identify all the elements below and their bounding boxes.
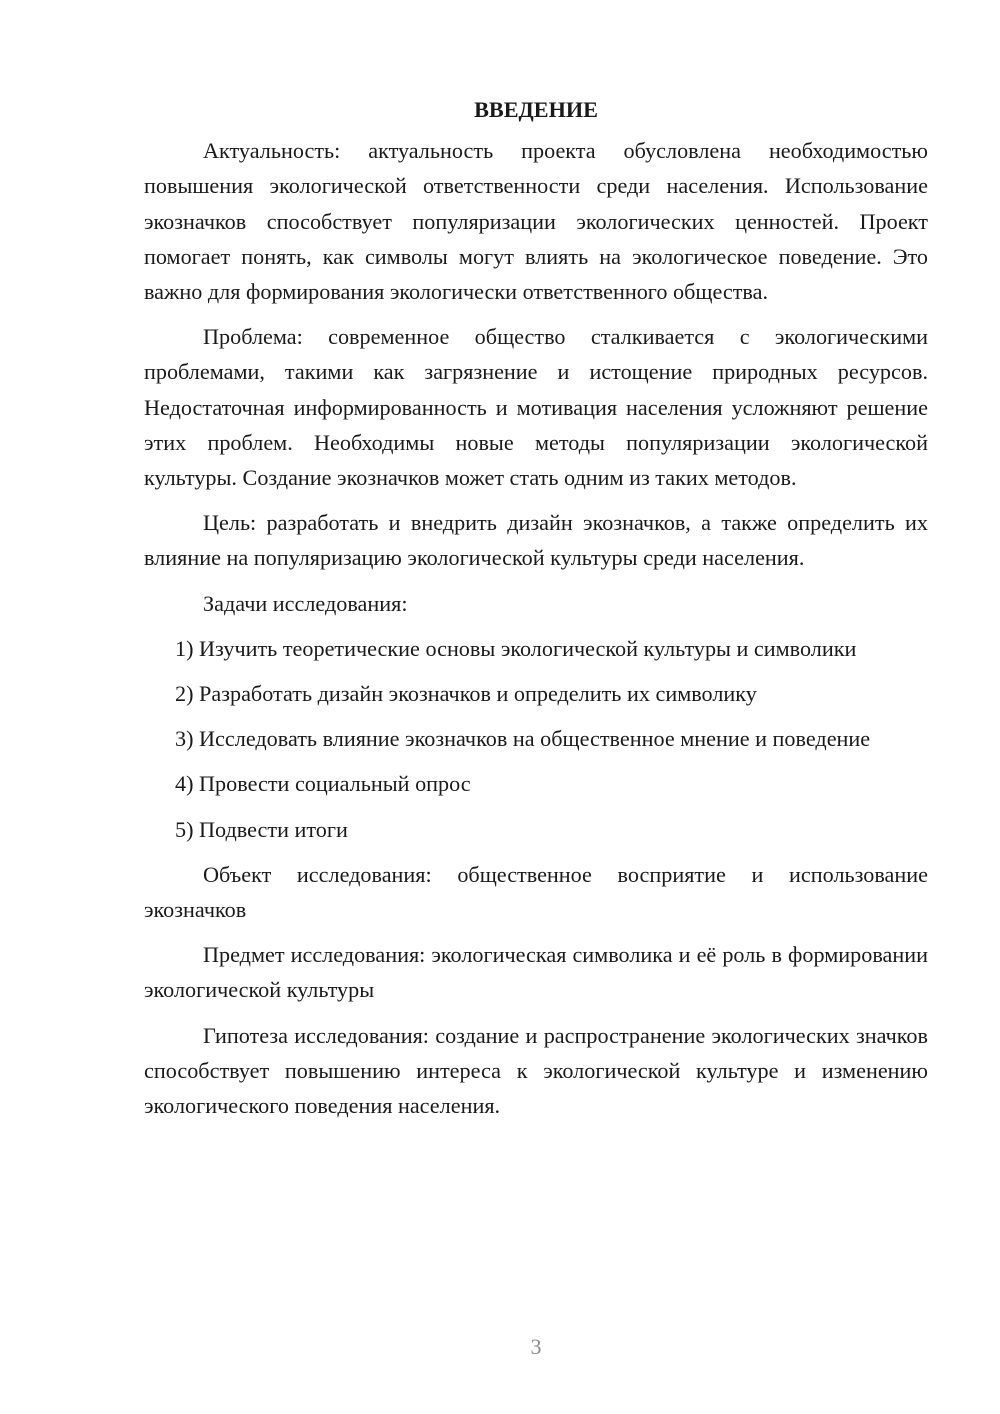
goal-paragraph: Цель: разработать и внедрить дизайн экозначков, а также определить их влияние на популяризацию экологической культуры среди населения. bbox=[144, 510, 928, 571]
section-title: ВВЕДЕНИЕ bbox=[474, 97, 598, 122]
task-item-4: 4) Провести социальный опрос bbox=[175, 771, 471, 797]
task-item-1: 1) Изучить теоретические основы экологической культуры и символики bbox=[175, 635, 857, 661]
subject-paragraph: Предмет исследования: экологическая символика и её роль в формировании экологической культуры bbox=[144, 942, 928, 1003]
problem-paragraph: Проблема: современное общество сталкивается с экологическими проблемами, такими как загрязнение и истощение природных ресурсов. Недостаточная информированность и мотивация населения усложняют решение этих проблем. Необходимы новые методы популяризации экологической культуры. Создание экозначков может стать одним из таких методов. bbox=[144, 324, 928, 491]
relevance-paragraph: Актуальность: актуальность проекта обусловлена необходимостью повышения экологической ответственности среди населения. Использование экозначков способствует популяризации экологических ценностей. Проект помогает понять, как символы могут влиять на экологическое поведение. Это важно для формирования экологически ответственного общества. bbox=[144, 138, 928, 305]
object-paragraph: Объект исследования: общественное восприятие и использование экозначков bbox=[144, 861, 928, 923]
page-number: 3 bbox=[530, 1334, 542, 1359]
task-item-5: 5) Подвести итоги bbox=[175, 816, 348, 842]
tasks-heading: Задачи исследования: bbox=[203, 590, 408, 616]
task-item-3: 3) Исследовать влияние экозначков на общественное мнение и поведение bbox=[175, 726, 871, 752]
hypothesis-paragraph: Гипотеза исследования: создание и распространение экологических значков способствует повышению интереса к экологической культуре и изменению экологического поведения населения. bbox=[144, 1022, 928, 1119]
page-content bbox=[144, 92, 928, 1133]
task-item-2: 2) Разработать дизайн экозначков и определить их символику bbox=[175, 681, 757, 707]
